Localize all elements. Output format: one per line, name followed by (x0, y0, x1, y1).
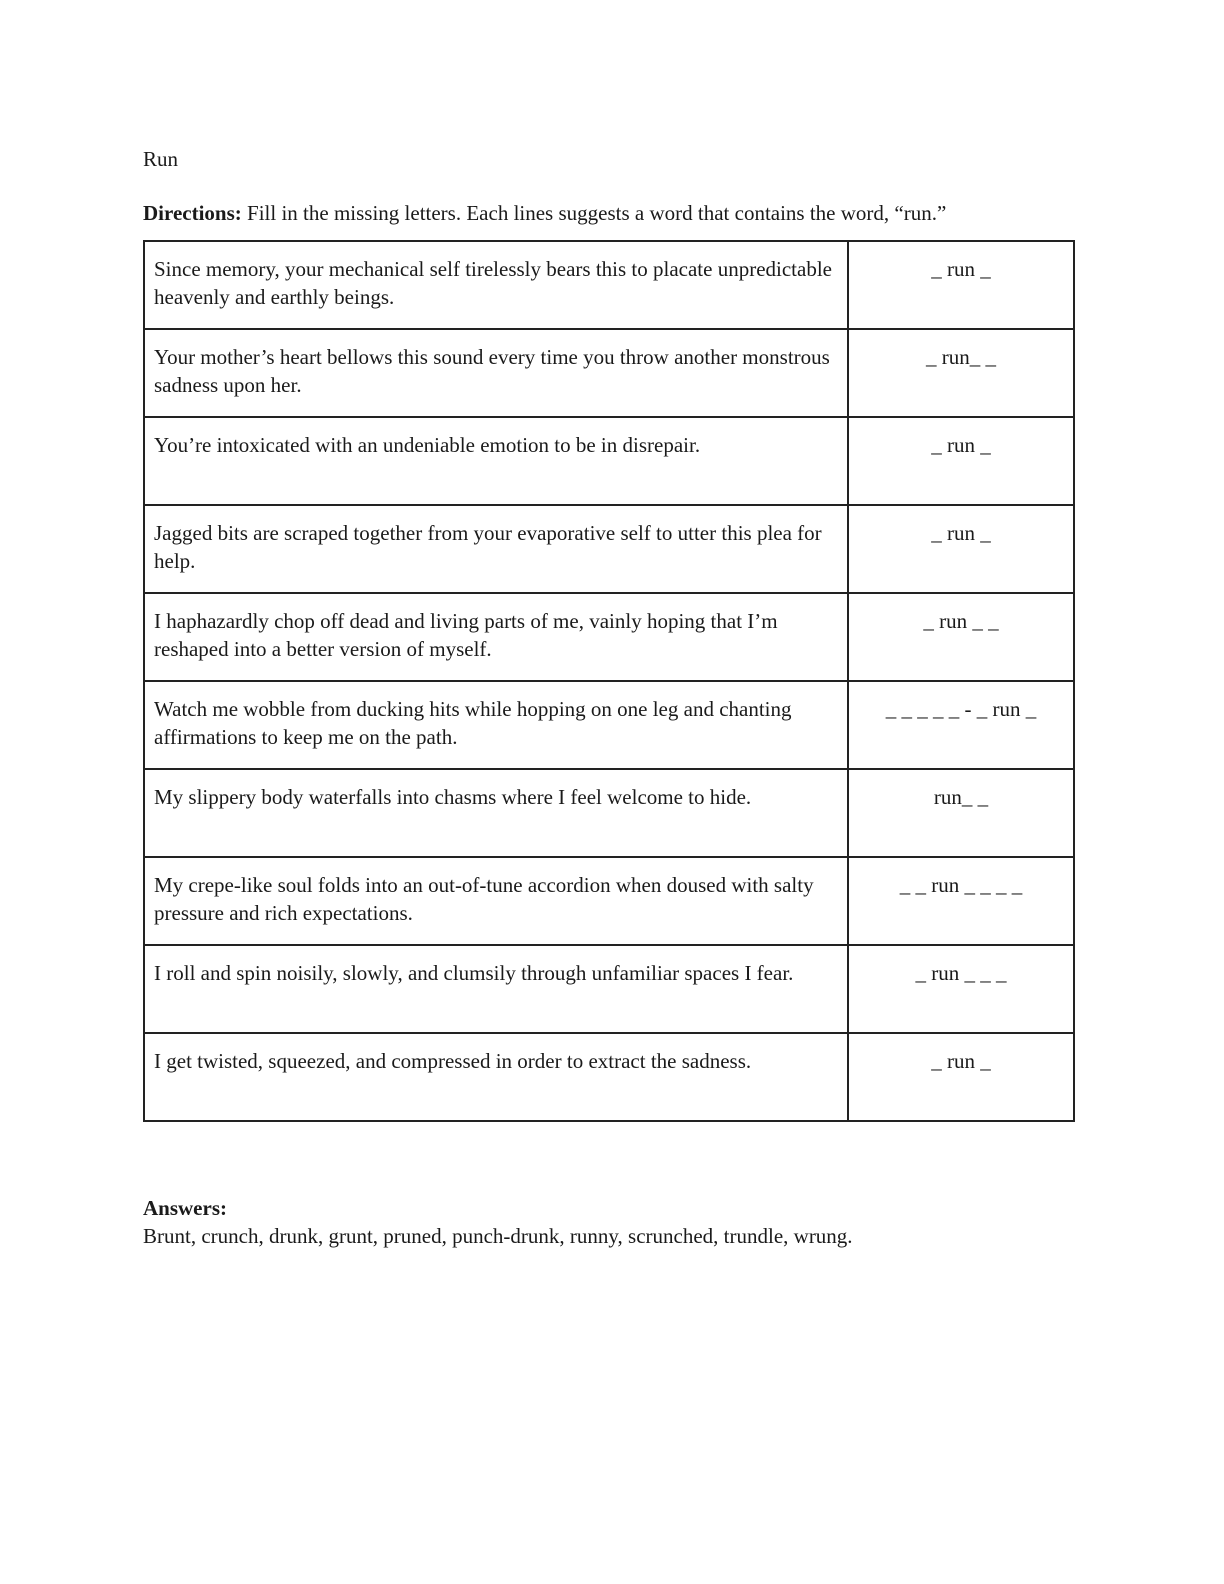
pattern-cell: _ _ run _ _ _ _ (848, 857, 1074, 945)
pattern-cell: _ run _ _ _ (848, 945, 1074, 1033)
pattern-cell: _ _ _ _ _ - _ run _ (848, 681, 1074, 769)
directions-text: Fill in the missing letters. Each lines suggests a word that contains the word, “run.” (241, 201, 947, 225)
clue-cell: Jagged bits are scraped together from your evaporative self to utter this plea for help. (144, 505, 848, 593)
clue-cell: Since memory, your mechanical self tirelessly bears this to placate unpredictable heavenly and earthly beings. (144, 241, 848, 329)
pattern-cell: _ run _ (848, 417, 1074, 505)
clue-cell: I haphazardly chop off dead and living parts of me, vainly hoping that I’m reshaped into a better version of myself. (144, 593, 848, 681)
pattern-cell: _ run_ _ (848, 329, 1074, 417)
clue-cell: I roll and spin noisily, slowly, and clumsily through unfamiliar spaces I fear. (144, 945, 848, 1033)
clue-cell: My crepe-like soul folds into an out-of-tune accordion when doused with salty pressure and rich expectations. (144, 857, 848, 945)
table-row (144, 241, 1074, 329)
answers-text: Brunt, crunch, drunk, grunt, pruned, punch-drunk, runny, scrunched, trundle, wrung. (143, 1224, 853, 1248)
table-row (144, 857, 1074, 945)
table-row (144, 329, 1074, 417)
pattern-cell: run_ _ (848, 769, 1074, 857)
pattern-cell: _ run _ _ (848, 593, 1074, 681)
pattern-cell: _ run _ (848, 505, 1074, 593)
clue-cell: Watch me wobble from ducking hits while hopping on one leg and chanting affirmations to keep me on the path. (144, 681, 848, 769)
pattern-cell: _ run _ (848, 241, 1074, 329)
clue-cell: I get twisted, squeezed, and compressed in order to extract the sadness. (144, 1033, 848, 1121)
table-row (144, 1033, 1074, 1121)
pattern-cell: _ run _ (848, 1033, 1074, 1121)
clue-cell: Your mother’s heart bellows this sound every time you throw another monstrous sadness upon her. (144, 329, 848, 417)
table-row (144, 769, 1074, 857)
directions-label: Directions: (143, 201, 242, 225)
table-row (144, 505, 1074, 593)
puzzle-table (143, 240, 1075, 1122)
table-row (144, 417, 1074, 505)
worksheet-title: Run (143, 147, 179, 171)
table-row (144, 593, 1074, 681)
directions (143, 200, 1083, 226)
answers-label: Answers: (143, 1196, 227, 1220)
clue-cell: My slippery body waterfalls into chasms where I feel welcome to hide. (144, 769, 848, 857)
clue-cell: You’re intoxicated with an undeniable emotion to be in disrepair. (144, 417, 848, 505)
table-row (144, 945, 1074, 1033)
table-row (144, 681, 1074, 769)
